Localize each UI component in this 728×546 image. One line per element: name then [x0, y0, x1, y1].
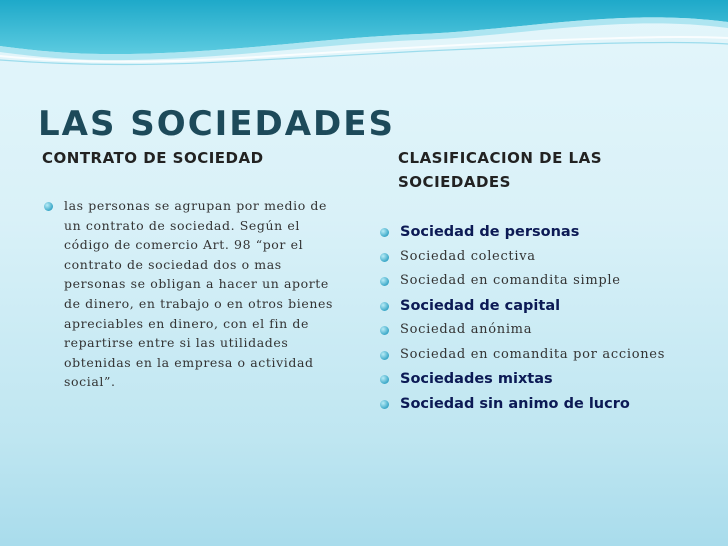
item-text: Sociedad en comandita por acciones [400, 346, 666, 362]
bullet-icon [380, 400, 389, 409]
item-text: Sociedades mixtas [400, 371, 553, 387]
left-bullet-list [44, 196, 344, 392]
list-item [380, 269, 710, 294]
bullet-icon [380, 228, 389, 237]
left-column-heading: CONTRATO DE SOCIEDAD [42, 149, 264, 167]
list-item [380, 294, 710, 319]
list-item [380, 343, 710, 368]
bullet-icon [44, 202, 53, 211]
list-item [380, 220, 710, 245]
item-text: Sociedad anónima [400, 322, 533, 337]
bullet-icon [380, 326, 389, 335]
list-item [380, 367, 710, 392]
item-text: Sociedad de capital [400, 297, 561, 314]
right-column-heading: CLASIFICACION DE LAS SOCIEDADES [398, 149, 603, 191]
slide-title: LAS SOCIEDADES [38, 104, 395, 144]
wave-header-decoration [0, 0, 728, 70]
contract-definition-text: las personas se agrupan por medio de un contrato de sociedad. Según el código de comercio Art. 98 “por el contrato de sociedad dos o mas personas se obligan a hacer un aporte de dinero, en trabajo o en otros bienes apreciables en dinero, con el fin de repartirse entre si las utilidades obtenidas en la empresa o actividad social”. [64, 198, 333, 390]
list-item [44, 196, 344, 392]
list-item [380, 392, 710, 417]
bullet-icon [380, 253, 389, 262]
item-text: Sociedad en comandita simple [400, 273, 621, 288]
bullet-icon [380, 302, 389, 311]
item-text: Sociedad colectiva [400, 248, 536, 264]
item-text: Sociedad sin animo de lucro [400, 395, 630, 412]
list-item [380, 245, 710, 270]
item-text: Sociedad de personas [400, 224, 580, 240]
bullet-icon [380, 277, 389, 286]
list-item [380, 318, 710, 343]
classification-list [380, 220, 710, 416]
bullet-icon [380, 351, 389, 360]
bullet-icon [380, 375, 389, 384]
